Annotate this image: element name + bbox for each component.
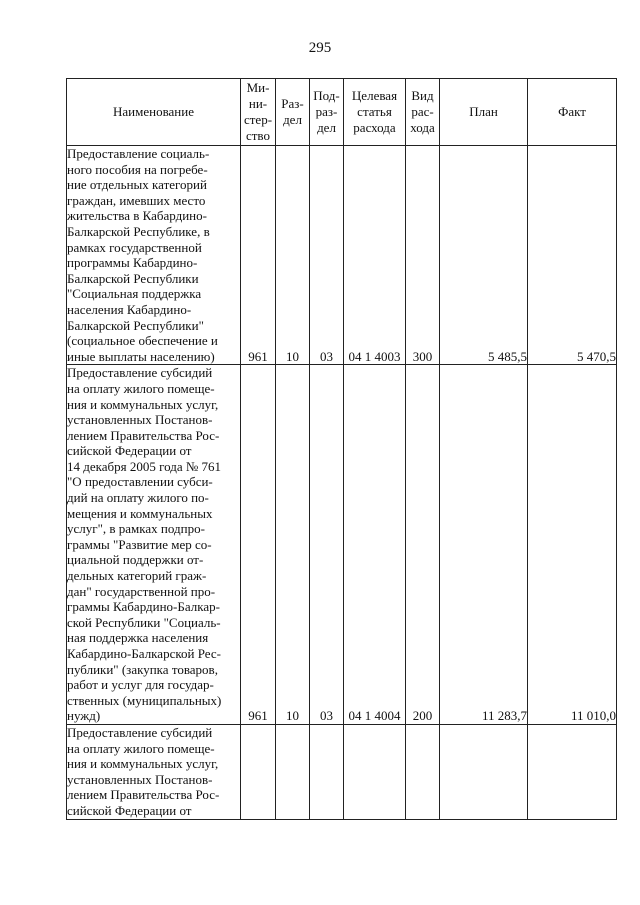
row-expense-type: 300 <box>406 146 440 365</box>
text-line: Факт <box>558 104 586 119</box>
text-line: лением Правительства Рос- <box>67 787 220 803</box>
text-line: программы Кабардино- <box>67 255 198 271</box>
row-subsection <box>310 724 344 819</box>
text-line: ная поддержка населения <box>67 630 209 646</box>
text-line: дел <box>283 112 302 127</box>
text-line: на оплату жилого помеще- <box>67 380 215 396</box>
text-line: ния и коммунальных услуг, <box>67 756 219 772</box>
text-line: Балкарской Республики <box>67 270 199 286</box>
text-line: ство <box>245 128 270 143</box>
text-line: Кабардино-Балкарской Рес- <box>67 646 221 661</box>
row-plan: 11 283,7 <box>440 365 528 725</box>
row-ministry: 961 <box>241 146 276 365</box>
text-line: ния и коммунальных услуг, <box>67 396 219 412</box>
text-line: сийской Федерации от <box>67 443 192 459</box>
text-line: Вид <box>411 88 434 103</box>
row-ministry: 961 <box>241 365 276 725</box>
row-subsection: 03 <box>310 146 344 365</box>
text-line: нужд) <box>67 708 101 724</box>
row-target <box>344 724 406 819</box>
text-line: публики" (закупка товаров, <box>67 661 218 677</box>
header-section <box>276 79 310 146</box>
text-line: Предоставление социаль- <box>67 146 210 161</box>
text-line: установленных Постанов- <box>67 412 213 428</box>
text-line: "О предоставлении субси- <box>67 474 213 490</box>
text-line: Целевая <box>351 88 398 103</box>
page-number: 295 <box>308 40 332 56</box>
text-line: циальной поддержки от- <box>67 552 204 568</box>
text-line: жительства в Кабардино- <box>67 208 207 224</box>
row-name <box>67 724 241 819</box>
text-line: установленных Постанов- <box>67 771 213 787</box>
row-fact: 11 010,0 <box>528 365 617 725</box>
header-row <box>67 79 617 146</box>
text-line: Наименование <box>113 104 194 119</box>
header-subsection <box>310 79 344 146</box>
text-line: Ми- <box>246 80 270 95</box>
row-subsection: 03 <box>310 365 344 725</box>
table-row <box>67 365 617 725</box>
text-line: Балкарской Республики" <box>67 317 204 333</box>
row-name <box>67 365 241 725</box>
text-line: ственных (муниципальных) <box>67 692 222 708</box>
row-section: 10 <box>276 365 310 725</box>
text-line: 14 декабря 2005 года № 761 <box>67 458 222 474</box>
text-line: расхода <box>353 120 396 135</box>
row-fact <box>528 724 617 819</box>
text-line: населения Кабардино- <box>67 301 192 317</box>
text-line: Балкарской Республике, в <box>67 223 210 239</box>
row-section <box>276 724 310 819</box>
header-target <box>344 79 406 146</box>
header-ministry <box>241 79 276 146</box>
text-line: План <box>469 104 498 119</box>
text-line: Раз- <box>281 96 304 111</box>
text-line: "Социальная поддержка <box>67 286 202 302</box>
text-line: дий на оплату жилого по- <box>67 490 209 506</box>
text-line: граммы Кабардино-Балкар- <box>67 599 220 615</box>
text-line: иные выплаты населению) <box>67 348 215 364</box>
row-expense-type <box>406 724 440 819</box>
text-line: ние отдельных категорий <box>67 177 207 193</box>
text-line: на оплату жилого помеще- <box>67 740 215 756</box>
header-plan <box>440 79 528 146</box>
text-line: раз- <box>315 104 338 119</box>
text-line: Предоставление субсидий <box>67 724 213 740</box>
row-ministry <box>241 724 276 819</box>
text-line: дан" государственной про- <box>67 583 216 599</box>
text-line: дел <box>317 120 336 135</box>
text-line: работ и услуг для государ- <box>67 677 214 693</box>
row-target: 04 1 4003 <box>344 146 406 365</box>
text-line: ни- <box>248 96 268 111</box>
text-line: сийской Федерации от <box>67 802 192 818</box>
table-row <box>67 724 617 819</box>
row-section: 10 <box>276 146 310 365</box>
text-line: услуг", в рамках подпро- <box>67 521 205 537</box>
budget-table <box>66 78 617 820</box>
text-line: граммы "Развитие мер со- <box>67 536 212 552</box>
text-line: рамках государственной <box>67 239 202 255</box>
text-line: Предоставление субсидий <box>67 365 213 381</box>
text-line: граждан, имевших место <box>67 192 206 208</box>
row-name <box>67 146 241 365</box>
text-line: Под- <box>313 88 340 103</box>
header-fact <box>528 79 617 146</box>
text-line: статья <box>357 104 392 119</box>
row-plan: 5 485,5 <box>440 146 528 365</box>
text-line: стер- <box>243 112 273 127</box>
row-fact: 5 470,5 <box>528 146 617 365</box>
text-line: лением Правительства Рос- <box>67 427 220 443</box>
header-name <box>67 79 241 146</box>
text-line: рас- <box>411 104 434 119</box>
text-line: мещения и коммунальных <box>67 505 213 521</box>
row-expense-type: 200 <box>406 365 440 725</box>
table-row <box>67 146 617 365</box>
text-line: ного пособия на погребе- <box>67 161 208 177</box>
row-plan <box>440 724 528 819</box>
header-expense-type <box>406 79 440 146</box>
text-line: ской Республики "Социаль- <box>67 614 221 630</box>
text-line: хода <box>410 120 435 135</box>
row-target: 04 1 4004 <box>344 365 406 725</box>
text-line: (социальное обеспечение и <box>67 333 218 349</box>
text-line: дельных категорий граж- <box>67 568 207 584</box>
